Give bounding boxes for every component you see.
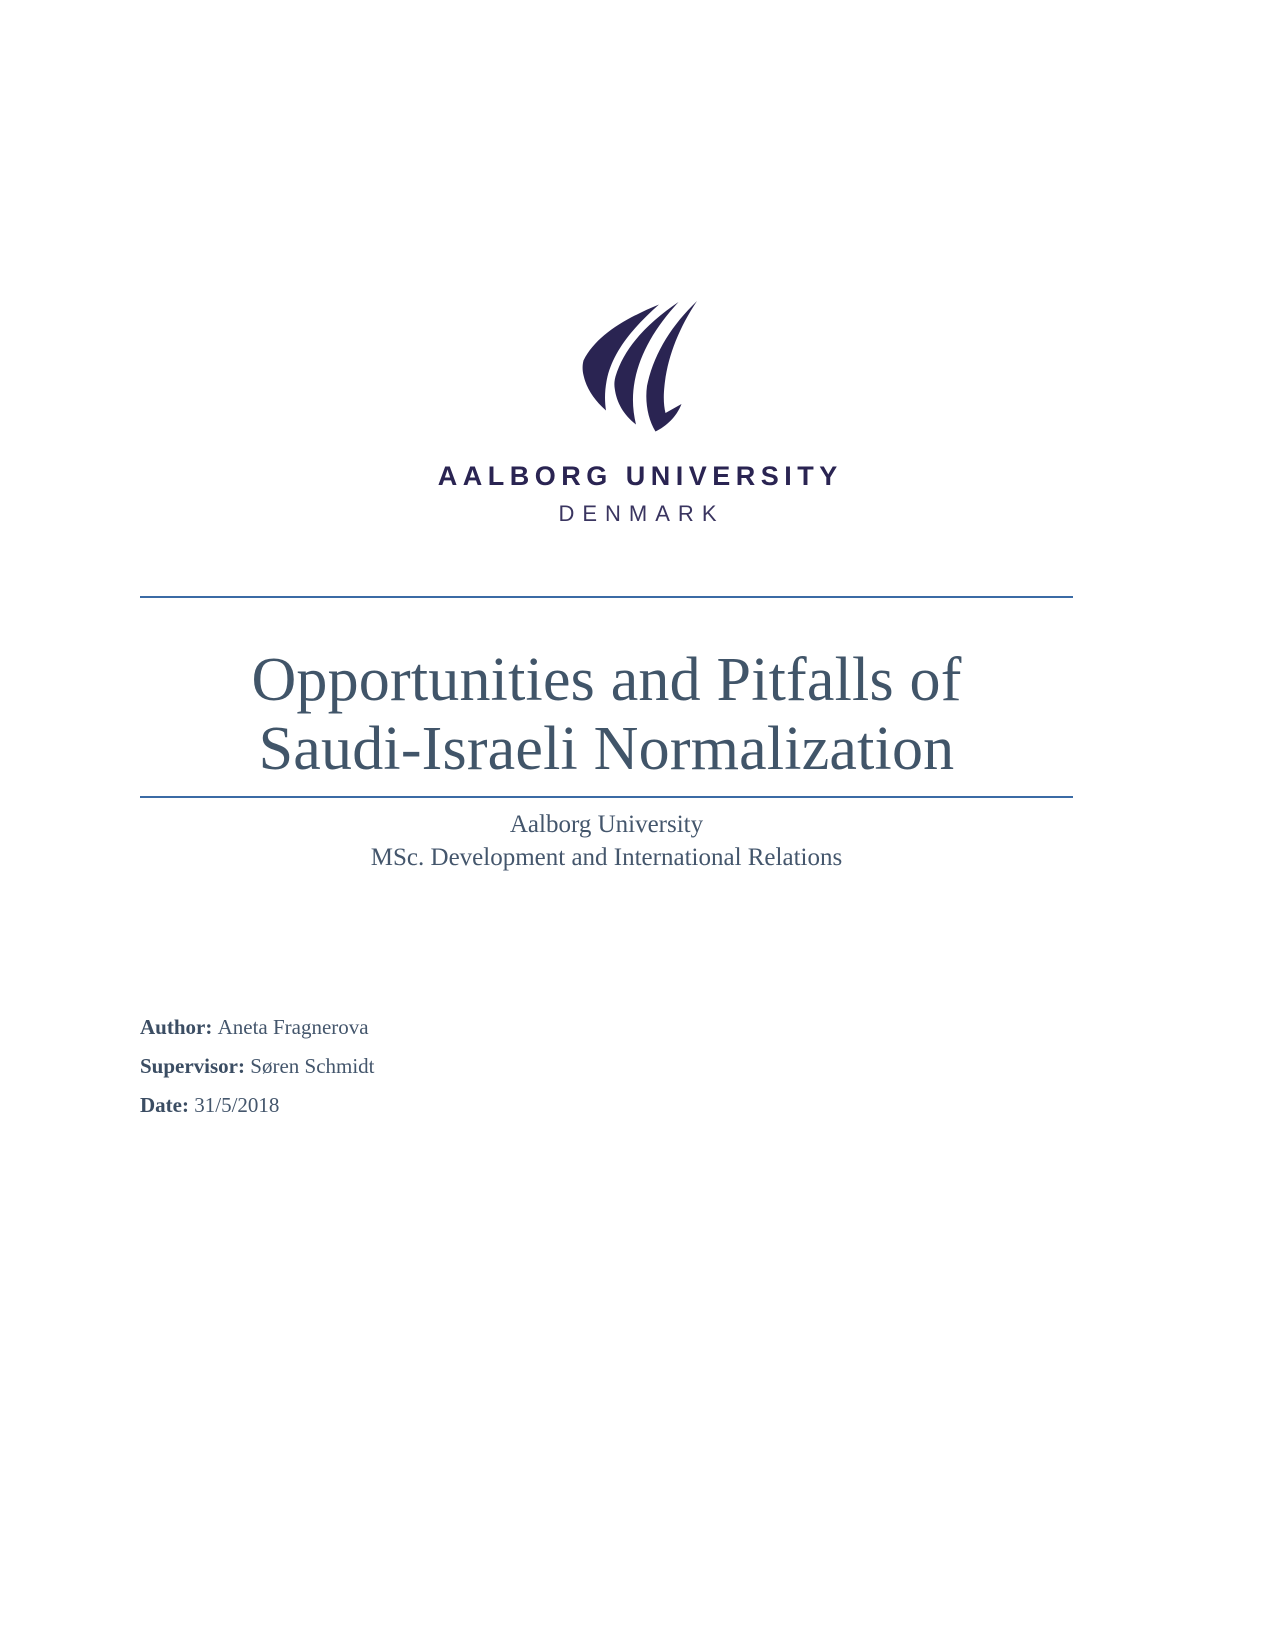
document-metadata xyxy=(140,1008,375,1125)
date-label: Date xyxy=(140,1093,182,1118)
supervisor-label: Supervisor xyxy=(140,1054,239,1079)
page-title-line-1: Opportunities and Pitfalls of xyxy=(251,645,962,714)
author-separator: : xyxy=(205,1015,218,1039)
author-value: Aneta Fragnerova xyxy=(217,1015,369,1039)
university-logo xyxy=(0,300,1275,525)
aalborg-university-seagull-mark xyxy=(563,300,713,435)
logo-country-label: DENMARK xyxy=(558,501,725,526)
page-subtitle xyxy=(140,808,1073,874)
author-label: Author xyxy=(140,1015,206,1039)
supervisor-value: Søren Schmidt xyxy=(250,1054,375,1079)
metadata-row-date xyxy=(140,1086,375,1125)
page-title-line-2: Saudi-Israeli Normalization xyxy=(258,714,955,783)
subtitle-programme: MSc. Development and International Relations xyxy=(370,844,843,871)
logo-wordmark: AALBORG UNIVERSITY xyxy=(437,461,843,491)
title-rule-top xyxy=(140,596,1073,598)
supervisor-separator: : xyxy=(238,1054,251,1079)
date-separator: : xyxy=(181,1093,195,1118)
subtitle-institution: Aalborg University xyxy=(509,811,704,838)
metadata-row-author xyxy=(140,1008,375,1047)
title-rule-bottom xyxy=(140,796,1073,798)
date-value: 31/5/2018 xyxy=(194,1093,280,1118)
metadata-row-supervisor xyxy=(140,1047,375,1086)
page-title xyxy=(140,646,1073,785)
